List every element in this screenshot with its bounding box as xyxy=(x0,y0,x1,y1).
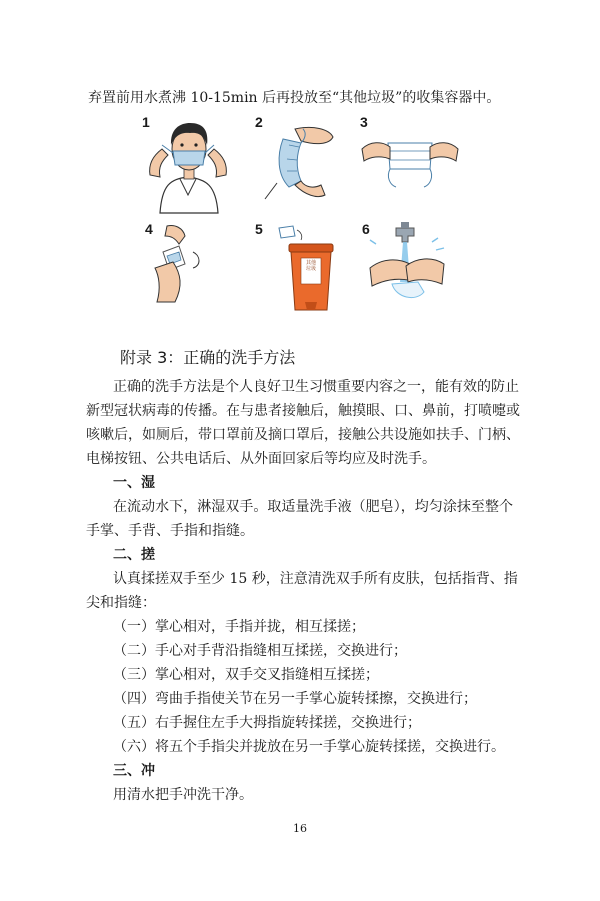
section-rub-line: 尖和指缝： xyxy=(86,595,156,611)
intro-paragraph-line: 咳嗽后，如厕后，带口罩前及摘口罩后，接触公共设施如扶手、门柄、 xyxy=(86,427,520,443)
step-number: 6 xyxy=(362,221,370,237)
bin-label: 其他垃圾 xyxy=(305,260,316,272)
trash-bin-icon xyxy=(255,222,335,312)
step-3 xyxy=(360,115,460,195)
rub-step-3: （三）掌心相对，双手交叉指缝相互揉搓； xyxy=(113,667,379,683)
bag-mask-icon xyxy=(145,222,235,307)
rub-step-2: （二）手心对手背沿指缝相互揉搓，交换进行； xyxy=(113,643,407,659)
step-2 xyxy=(255,115,345,205)
step-4 xyxy=(145,222,235,307)
section-wet-line: 手掌、手背、手指和指缝。 xyxy=(86,523,254,539)
rub-step-1: （一）掌心相对，手指并拢，相互揉搓； xyxy=(113,619,365,635)
step-number: 3 xyxy=(360,114,368,130)
step-number: 1 xyxy=(142,114,150,130)
section-heading-rinse: 三、冲 xyxy=(113,763,155,779)
rub-step-6: （六）将五个手指尖并拢放在另一手掌心旋转揉搓，交换进行。 xyxy=(113,739,505,755)
rub-step-5: （五）右手握住左手大拇指旋转揉搓，交换进行； xyxy=(113,715,421,731)
intro-paragraph-line: 新型冠状病毒的传播。在与患者接触后，触摸眼、口、鼻前，打喷嚏或 xyxy=(86,403,520,419)
step-number: 5 xyxy=(255,221,263,237)
rub-step-4: （四）弯曲手指使关节在另一手掌心旋转揉擦，交换进行； xyxy=(113,691,477,707)
section-heading-wet: 一、湿 xyxy=(113,475,155,491)
remove-mask-icon xyxy=(255,115,345,205)
step-6 xyxy=(362,222,452,307)
section-heading-rub: 二、搓 xyxy=(113,547,155,563)
page-number: 16 xyxy=(293,822,307,835)
section-rub-line: 认真揉搓双手至少 15 秒，注意清洗双手所有皮肤，包括指背、指 xyxy=(113,571,518,587)
appendix-title: 附录 3：正确的洗手方法 xyxy=(120,348,296,367)
intro-paragraph-line: 电梯按钮、公共电话后、从外面回家后等均应及时洗手。 xyxy=(86,451,436,467)
fold-mask-icon xyxy=(360,115,460,195)
step-number: 4 xyxy=(145,221,153,237)
intro-line: 弃置前用水煮沸 10-15min 后再投放至“其他垃圾”的收集容器中。 xyxy=(88,90,501,106)
wash-hands-icon xyxy=(362,222,452,307)
section-wet-line: 在流动水下，淋湿双手。取适量洗手液（肥皂），均匀涂抹至整个 xyxy=(113,499,513,515)
step-number: 2 xyxy=(255,114,263,130)
section-rinse-line: 用清水把手冲洗干净。 xyxy=(113,787,253,803)
step-1 xyxy=(142,115,232,215)
person-with-mask-icon xyxy=(142,115,232,215)
intro-paragraph-line: 正确的洗手方法是个人良好卫生习惯重要内容之一，能有效的防止 xyxy=(113,379,519,395)
step-5 xyxy=(255,222,335,312)
